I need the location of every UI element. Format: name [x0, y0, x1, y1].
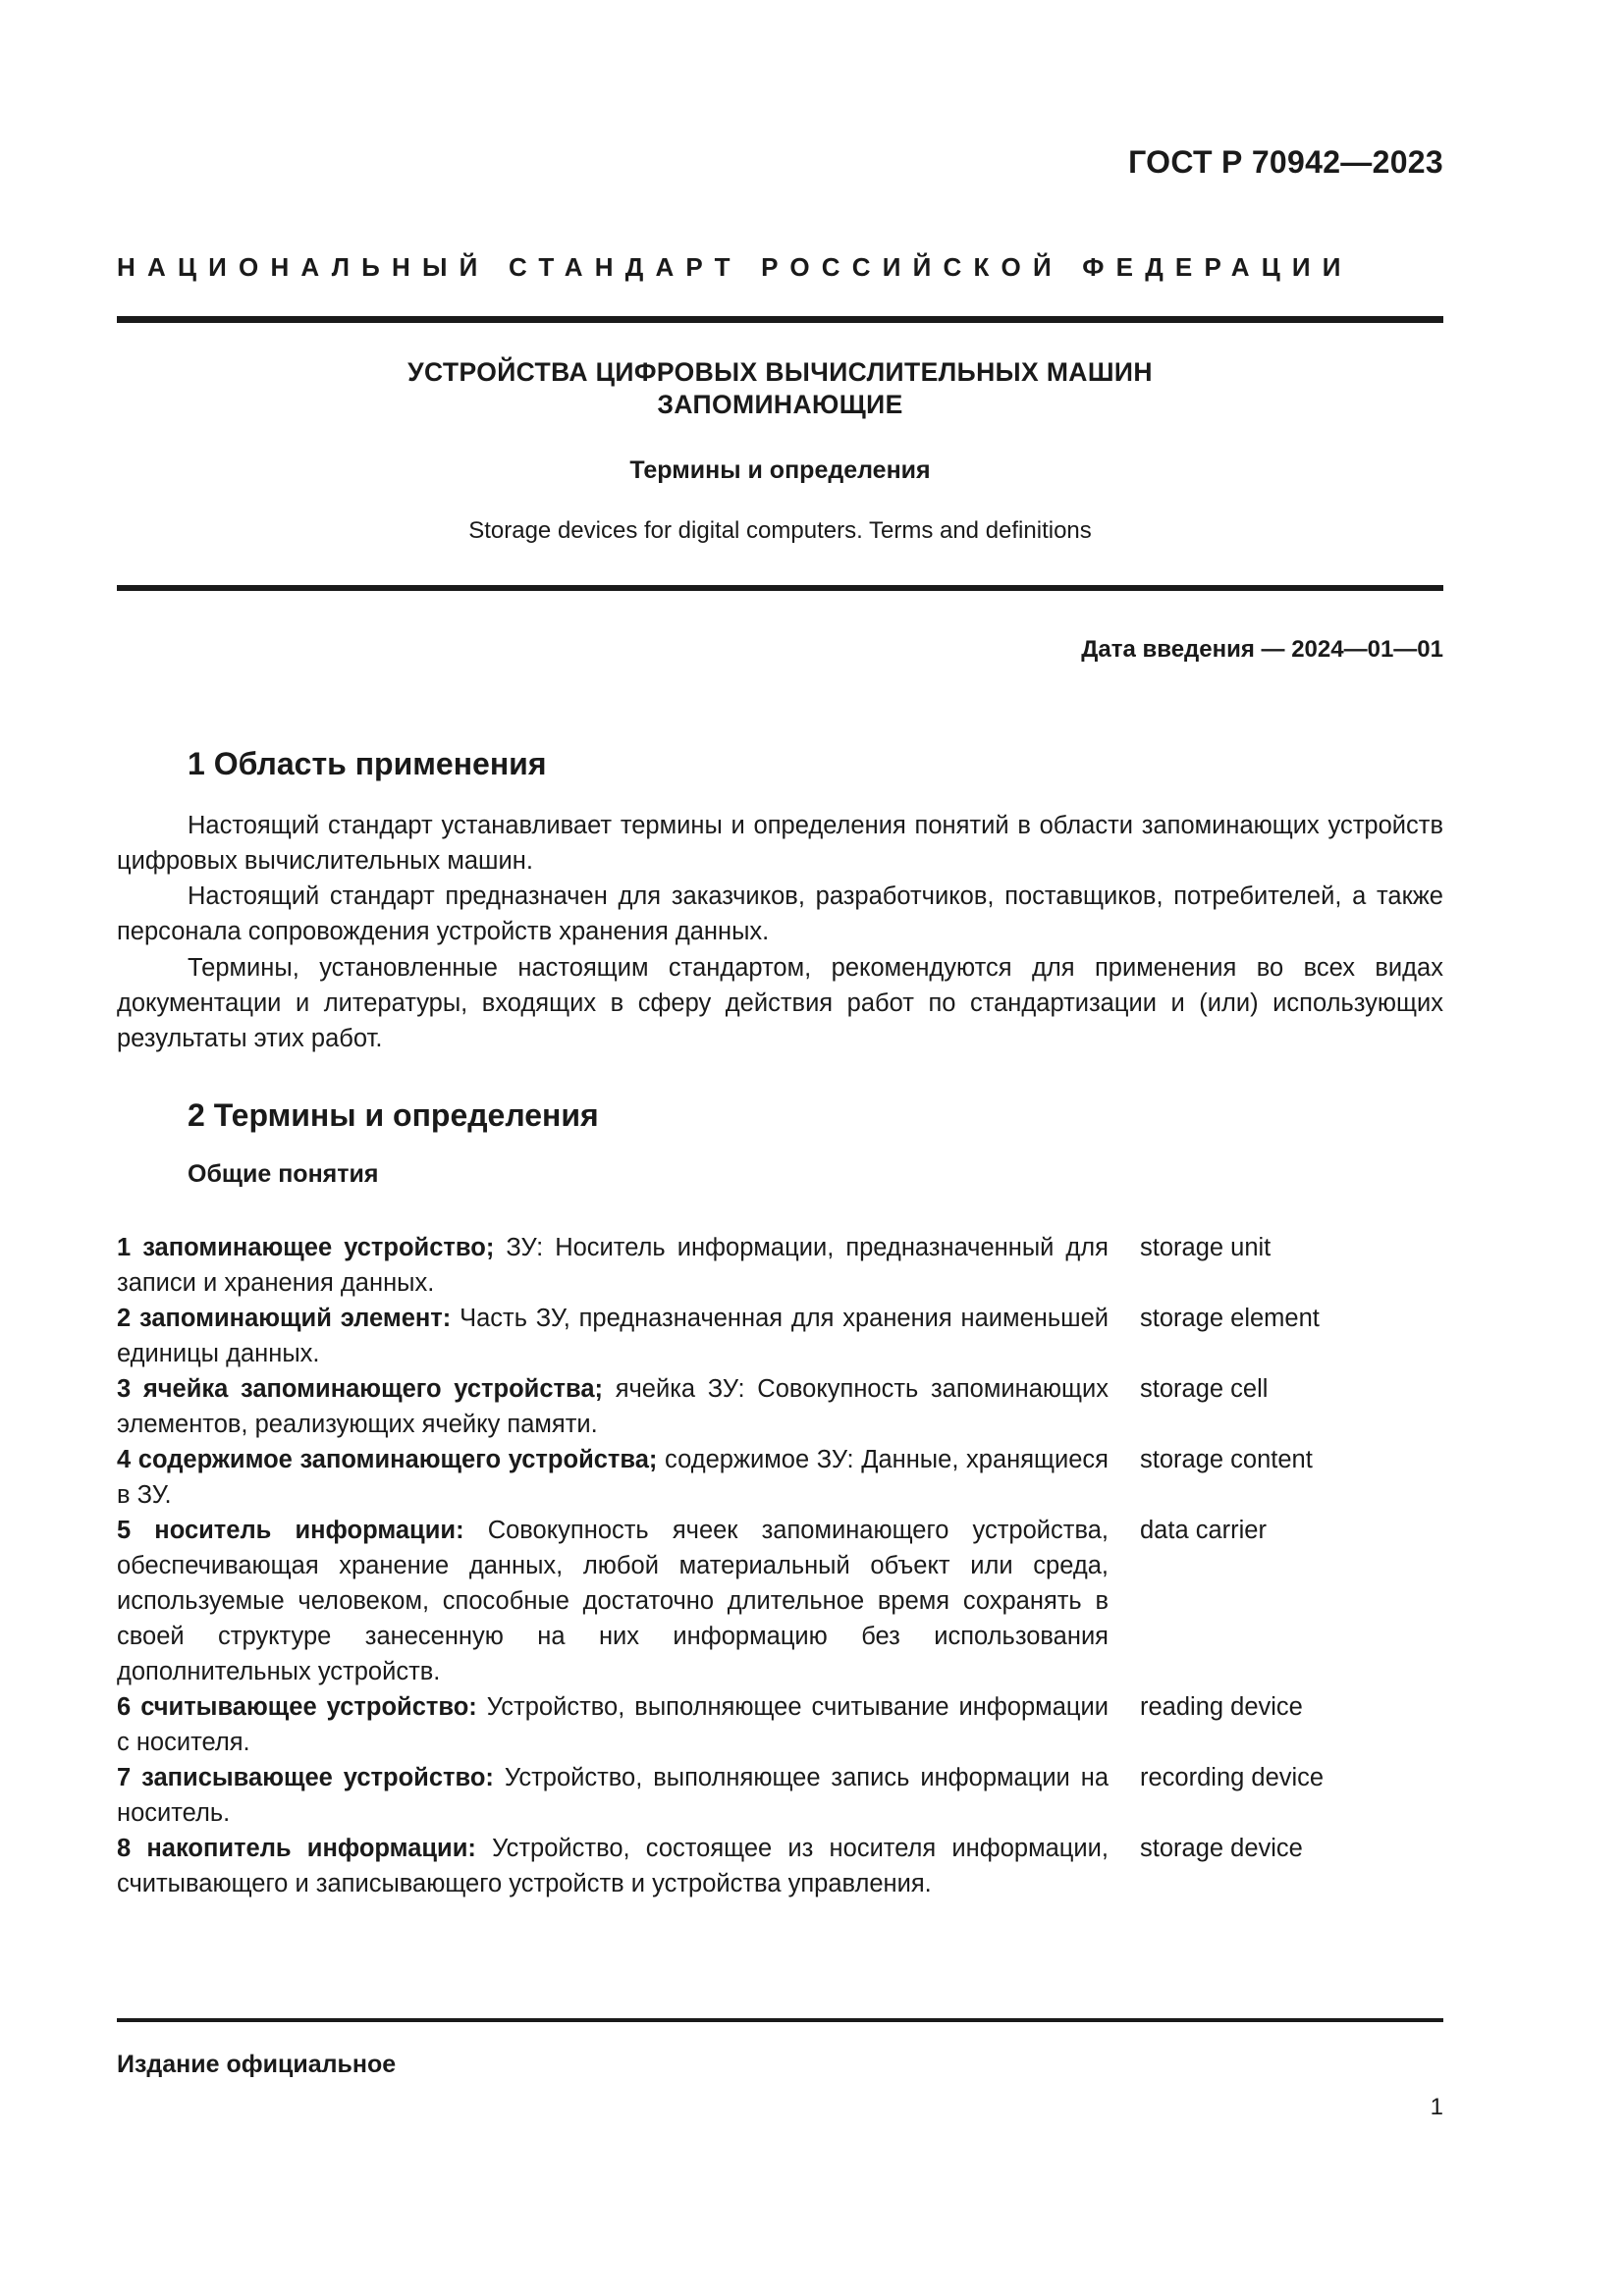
term-entry: [117, 1442, 1443, 1513]
term-text: Устройство, выполняющее запись информации на носитель.: [117, 1764, 1109, 1827]
term-entry: [117, 1230, 1443, 1301]
term-english: storage content: [1140, 1446, 1313, 1473]
national-standard-label: НАЦИОНАЛЬНЫЙ СТАНДАРТ РОССИЙСКОЙ ФЕДЕРАЦИИ: [117, 252, 1353, 282]
term-english: reading device: [1140, 1693, 1303, 1721]
term-name: 2 запоминающий элемент:: [117, 1305, 452, 1332]
scope-paragraph-3: [117, 950, 1443, 1056]
term-definition: [117, 1513, 1109, 1689]
term-text: ячейка ЗУ: Совокупность запоминающих элементов, реализующих ячейку памяти.: [117, 1375, 1109, 1438]
general-concepts-heading: Общие понятия: [188, 1160, 379, 1188]
term-text: Часть ЗУ, предназначенная для хранения наименьшей единицы данных.: [117, 1305, 1110, 1367]
term-name: 3 ячейка запоминающего устройства;: [117, 1375, 604, 1403]
term-definition: [117, 1831, 1109, 1901]
section-2-heading: 2 Термины и определения: [188, 1097, 599, 1133]
page-number: 1: [1430, 2094, 1443, 2120]
paragraph-text: Термины, установленные настоящим стандартом, рекомендуются для применения во всех видах документации и литературы, входящих в сферу действия работ по стандартизации и (или) использующих результаты этих работ.: [117, 954, 1443, 1052]
document-page: [117, 0, 1443, 2296]
term-english: data carrier: [1140, 1517, 1267, 1544]
term-definition: [117, 1301, 1109, 1371]
divider: [117, 2018, 1443, 2022]
term-english: storage device: [1140, 1835, 1303, 1862]
term-text: Устройство, состоящее из носителя информации, считывающего и записывающего устройств и устройства управления.: [117, 1835, 1109, 1897]
term-entry: [117, 1689, 1443, 1760]
term-definition: [117, 1442, 1109, 1513]
term-name: 6 считывающее устройство:: [117, 1693, 477, 1721]
term-definition: [117, 1689, 1109, 1760]
section-1-heading: 1 Область применения: [188, 746, 547, 781]
term-english: storage unit: [1140, 1234, 1272, 1261]
term-entry: [117, 1760, 1443, 1831]
term-text: содержимое ЗУ: Данные, хранящиеся в ЗУ.: [117, 1446, 1109, 1509]
term-name: 1 запоминающее устройство;: [117, 1234, 495, 1261]
paragraph-text: Настоящий стандарт предназначен для заказчиков, разработчиков, поставщиков, потребителей, а также персонала сопровождения устройств хранения данных.: [117, 882, 1443, 945]
document-title-line-2: ЗАПОМИНАЮЩИЕ: [657, 390, 903, 419]
term-text: Устройство, выполняющее считывание информации с носителя.: [117, 1693, 1109, 1756]
introduction-date: Дата введения — 2024—01—01: [1081, 636, 1443, 663]
term-entry: [117, 1301, 1443, 1371]
term-name: 7 записывающее устройство:: [117, 1764, 494, 1791]
divider: [117, 316, 1443, 323]
term-english: storage cell: [1140, 1375, 1269, 1403]
term-definition: [117, 1760, 1109, 1831]
term-name: 8 накопитель информации:: [117, 1835, 476, 1862]
term-entry: [117, 1371, 1443, 1442]
terms-list: [117, 1230, 1443, 1901]
divider: [117, 585, 1443, 591]
scope-paragraph-1: [117, 808, 1443, 879]
term-text: Совокупность ячеек запоминающего устройства, обеспечивающая хранение данных, любой материальный объект или среда, используемые человеком, способные достаточно длительное время сохранять в своей структуре занесенную на них информацию без использования дополнительных устройств.: [117, 1517, 1109, 1685]
english-title: Storage devices for digital computers. Terms and definitions: [468, 517, 1092, 544]
term-name: 5 носитель информации:: [117, 1517, 464, 1544]
term-entry: [117, 1831, 1443, 1901]
term-entry: [117, 1513, 1443, 1689]
scope-paragraph-2: [117, 879, 1443, 949]
paragraph-text: Настоящий стандарт устанавливает термины и определения понятий в области запоминающих устройств цифровых вычислительных машин.: [117, 812, 1443, 875]
official-edition-label: Издание официальное: [117, 2051, 397, 2078]
document-title-line-1: УСТРОЙСТВА ЦИФРОВЫХ ВЫЧИСЛИТЕЛЬНЫХ МАШИН: [407, 357, 1153, 387]
document-subtitle: Термины и определения: [629, 456, 931, 484]
term-name: 4 содержимое запоминающего устройства;: [117, 1446, 658, 1473]
term-definition: [117, 1371, 1109, 1442]
term-definition: [117, 1230, 1109, 1301]
term-english: storage element: [1140, 1305, 1320, 1332]
standard-id: ГОСТ Р 70942—2023: [1128, 144, 1443, 180]
term-english: recording device: [1140, 1764, 1325, 1791]
term-text: ЗУ: Носитель информации, предназначенный для записи и хранения данных.: [117, 1234, 1109, 1297]
